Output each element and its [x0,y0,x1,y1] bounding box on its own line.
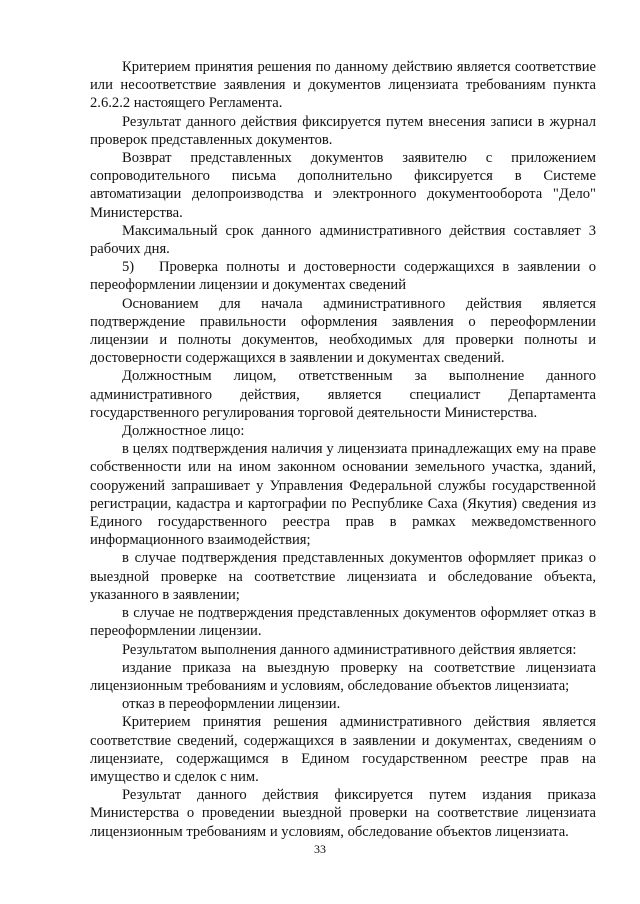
paragraph-result-refusal: отказ в переоформлении лицензии. [122,696,341,713]
paragraph-section-5-heading: 5) Проверка полноты и достоверности содержащихся в заявлении о переоформлении лицензии и документах сведений [90,259,596,294]
paragraph-request-registry: в целях подтверждения наличия у лицензиата принадлежащих ему на праве собственности или на ином законном основании земельного участка, зданий, сооружений запрашивает у Управления Федеральной службы государственной регистрации, кадастра и картографии по Республике Саха (Якутия) сведения из Единого государственного реестра прав в рамках межведомственного информационного взаимодействия; [90,441,596,549]
paragraph-criterion-registry: Критерием принятия решения административного действия является соответствие сведений, содержащихся в заявлении и документах, сведениям о лицензиате, содержащимся в Едином государственном реестре прав на имущество и сделок с ним. [90,714,596,785]
paragraph-decision-criterion: Критерием принятия решения по данному действию является соответствие или несоответствие заявления и документов лицензиата требованиям пункта 2.6.2.2 настоящего Регламента. [90,59,596,112]
paragraph-result-journal: Результат данного действия фиксируется путем внесения записи в журнал проверок представленных документов. [90,113,596,148]
paragraph-official-label: Должностное лицо: [122,423,245,440]
paragraph-basis: Основанием для начала административного действия является подтверждение правильности оформления заявления о переоформлении лицензии и полноты документов, необходимых для проверки полноты и достоверности содержащихся в заявлении и документах сведений. [90,295,596,367]
paragraph-result-intro: Результатом выполнения данного административного действия является: [122,641,577,658]
paragraph-result-fixed: Результат данного действия фиксируется путем издания приказа Министерства о проведении выездной проверки на соответствие лицензиата лицензионным требованиям и условиям, обследование объектов лицензиата. [90,787,596,840]
page-number: 33 [314,842,326,856]
paragraph-result-order: издание приказа на выездную проверку на соответствие лицензиата лицензионным требованиям и условиям, обследование объектов лицензиата; [90,659,596,694]
paragraph-max-term: Максимальный срок данного административного действия составляет 3 рабочих дня. [90,222,596,258]
paragraph-refusal: в случае не подтверждения представленных документов оформляет отказ в переоформлении лицензии. [90,605,596,640]
paragraph-confirm-order: в случае подтверждения представленных документов оформляет приказ о выездной проверке на соответствие лицензиата и обследование объекта, указанного в заявлении; [90,550,596,603]
paragraph-return-documents: Возврат представленных документов заявителю с приложением сопроводительного письма дополнительно фиксируется в Системе автоматизации делопроизводства и электронного документооборота "Дело" Министерства. [90,150,596,221]
paragraph-responsible-official: Должностным лицом, ответственным за выполнение данного административного действия, является специалист Департамента государственного регулирования торговой деятельности Министерства. [90,368,596,421]
document-body [90,58,596,841]
